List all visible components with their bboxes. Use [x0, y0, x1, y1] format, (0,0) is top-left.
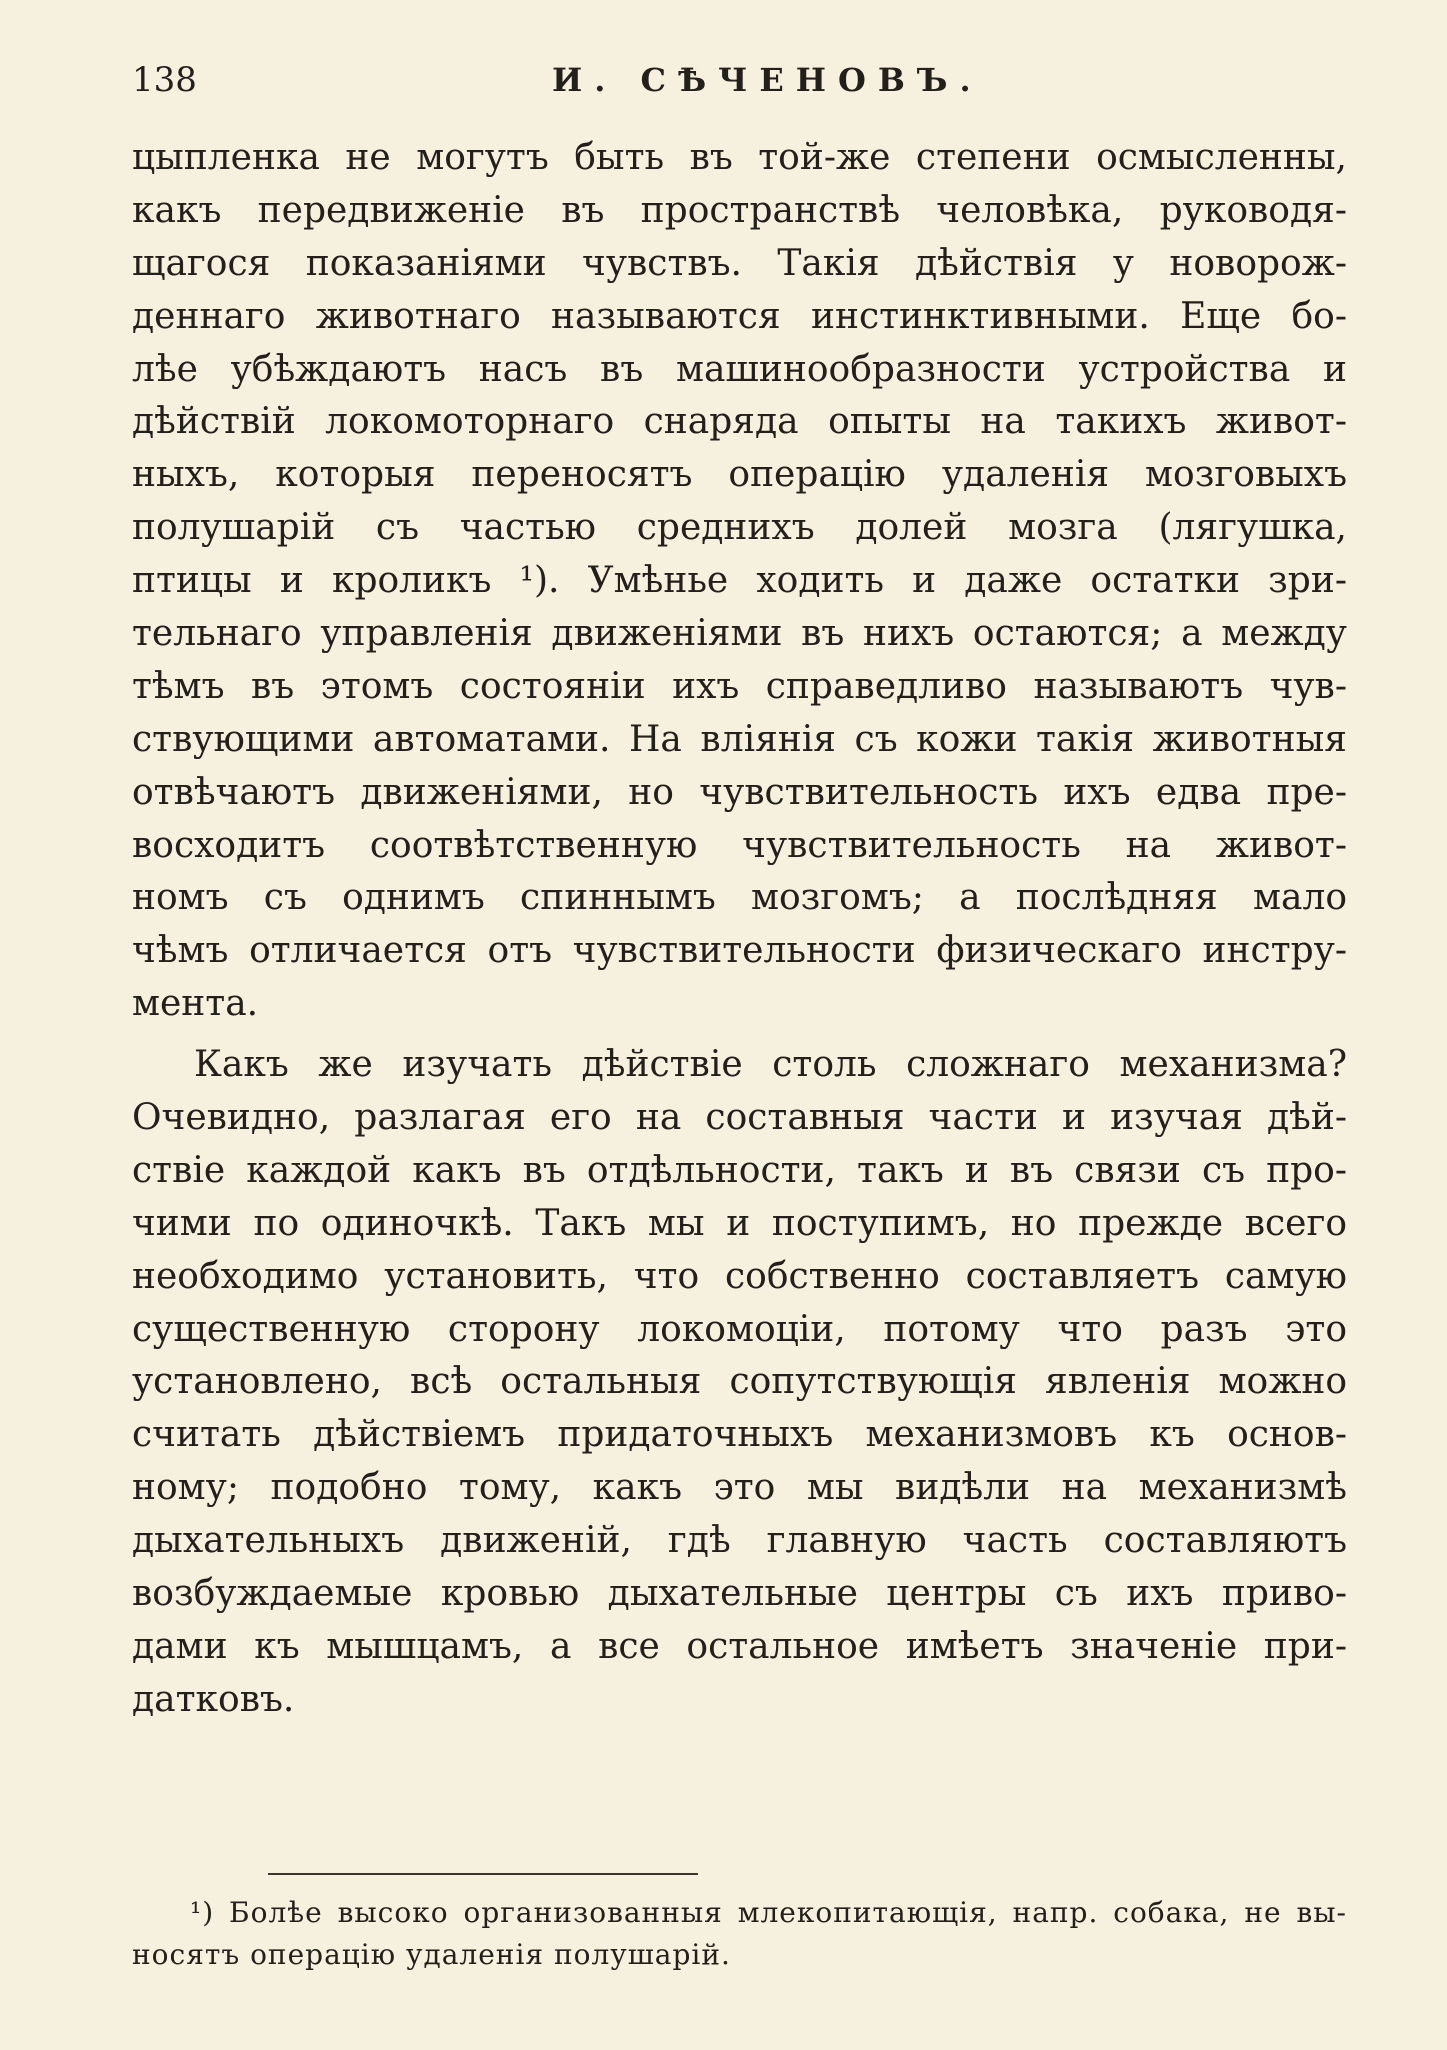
- text-line: отвѣчаютъ движеніями, но чувствительность ихъ едва пре-: [132, 771, 1347, 813]
- text-line: чѣмъ отличается отъ чувствительности физическаго инстру-: [132, 930, 1347, 972]
- text-line: тельнаго управленія движеніями въ нихъ остаются; а между: [132, 613, 1347, 655]
- paragraph-1: [132, 132, 1347, 1031]
- text-line: ному; подобно тому, какъ это мы видѣли на механизмѣ: [132, 1467, 1347, 1509]
- text-line: мента.: [132, 983, 259, 1025]
- text-line: какъ передвиженіе въ пространствѣ человѣка, руководя-: [132, 189, 1347, 231]
- text-line: Очевидно, разлагая его на составныя части и изучая дѣй-: [132, 1097, 1347, 1139]
- text-line: существенную сторону локомоціи, потому что разъ это: [132, 1308, 1347, 1350]
- page-number: 138: [132, 60, 197, 100]
- text-line: лѣе убѣждаютъ насъ въ машинообразности устройства и: [132, 348, 1347, 390]
- text-line: датковъ.: [132, 1678, 295, 1720]
- text-line: Какъ же изучать дѣйствіе столь сложнаго механизма?: [194, 1044, 1347, 1086]
- text-line: птицы и кроликъ ¹). Умѣнье ходить и даже остатки зри-: [132, 560, 1347, 602]
- text-line: чими по одиночкѣ. Такъ мы и поступимъ, но прежде всего: [132, 1202, 1347, 1244]
- text-line: тѣмъ въ этомъ состояніи ихъ справедливо называютъ чув-: [132, 665, 1347, 707]
- footnote: [132, 1892, 1347, 1976]
- footnote-divider: [268, 1873, 698, 1875]
- paragraph-2: [132, 1039, 1347, 1727]
- running-head: И. СѢЧЕНОВЪ.: [552, 61, 983, 99]
- main-text: [132, 132, 1347, 1727]
- text-line: дыхательныхъ движеній, гдѣ главную часть составляютъ: [132, 1520, 1347, 1562]
- text-line: дами къ мышцамъ, а все остальное имѣетъ значеніе при-: [132, 1625, 1347, 1667]
- text-line: необходимо установить, что собственно составляетъ самую: [132, 1255, 1347, 1297]
- text-line: ствующими автоматами. На вліянія съ кожи такія животныя: [132, 718, 1347, 760]
- text-line: считать дѣйствіемъ придаточныхъ механизмовъ къ основ-: [132, 1414, 1347, 1456]
- text-line: возбуждаемые кровью дыхательные центры съ ихъ приво-: [132, 1573, 1347, 1615]
- text-line: ствіе каждой какъ въ отдѣльности, такъ и въ связи съ про-: [132, 1149, 1347, 1191]
- text-line: цыпленка не могутъ быть въ той-же степени осмысленны,: [132, 137, 1347, 178]
- footnote-line: носятъ операцію удаленія полушарій.: [132, 1938, 731, 1971]
- footnote-line: ¹) Болѣе высоко организованныя млекопитающія, напр. собака, не вы-: [190, 1896, 1347, 1929]
- text-line: номъ съ однимъ спиннымъ мозгомъ; а послѣдняя мало: [132, 877, 1347, 919]
- text-line: восходитъ соотвѣтственную чувствительность на живот-: [132, 824, 1347, 866]
- text-line: дѣйствій локомоторнаго снаряда опыты на такихъ живот-: [132, 401, 1347, 443]
- text-line: полушарій съ частью среднихъ долей мозга (лягушка,: [132, 507, 1347, 549]
- text-line: ныхъ, которыя переносятъ операцію удаленія мозговыхъ: [132, 454, 1347, 496]
- text-line: щагося показаніями чувствъ. Такія дѣйствія у новорож-: [132, 242, 1347, 284]
- page-header: [132, 55, 1347, 105]
- text-line: деннаго животнаго называются инстинктивными. Еще бо-: [132, 295, 1347, 337]
- text-line: установлено, всѣ остальныя сопутствующія явленія можно: [132, 1361, 1347, 1403]
